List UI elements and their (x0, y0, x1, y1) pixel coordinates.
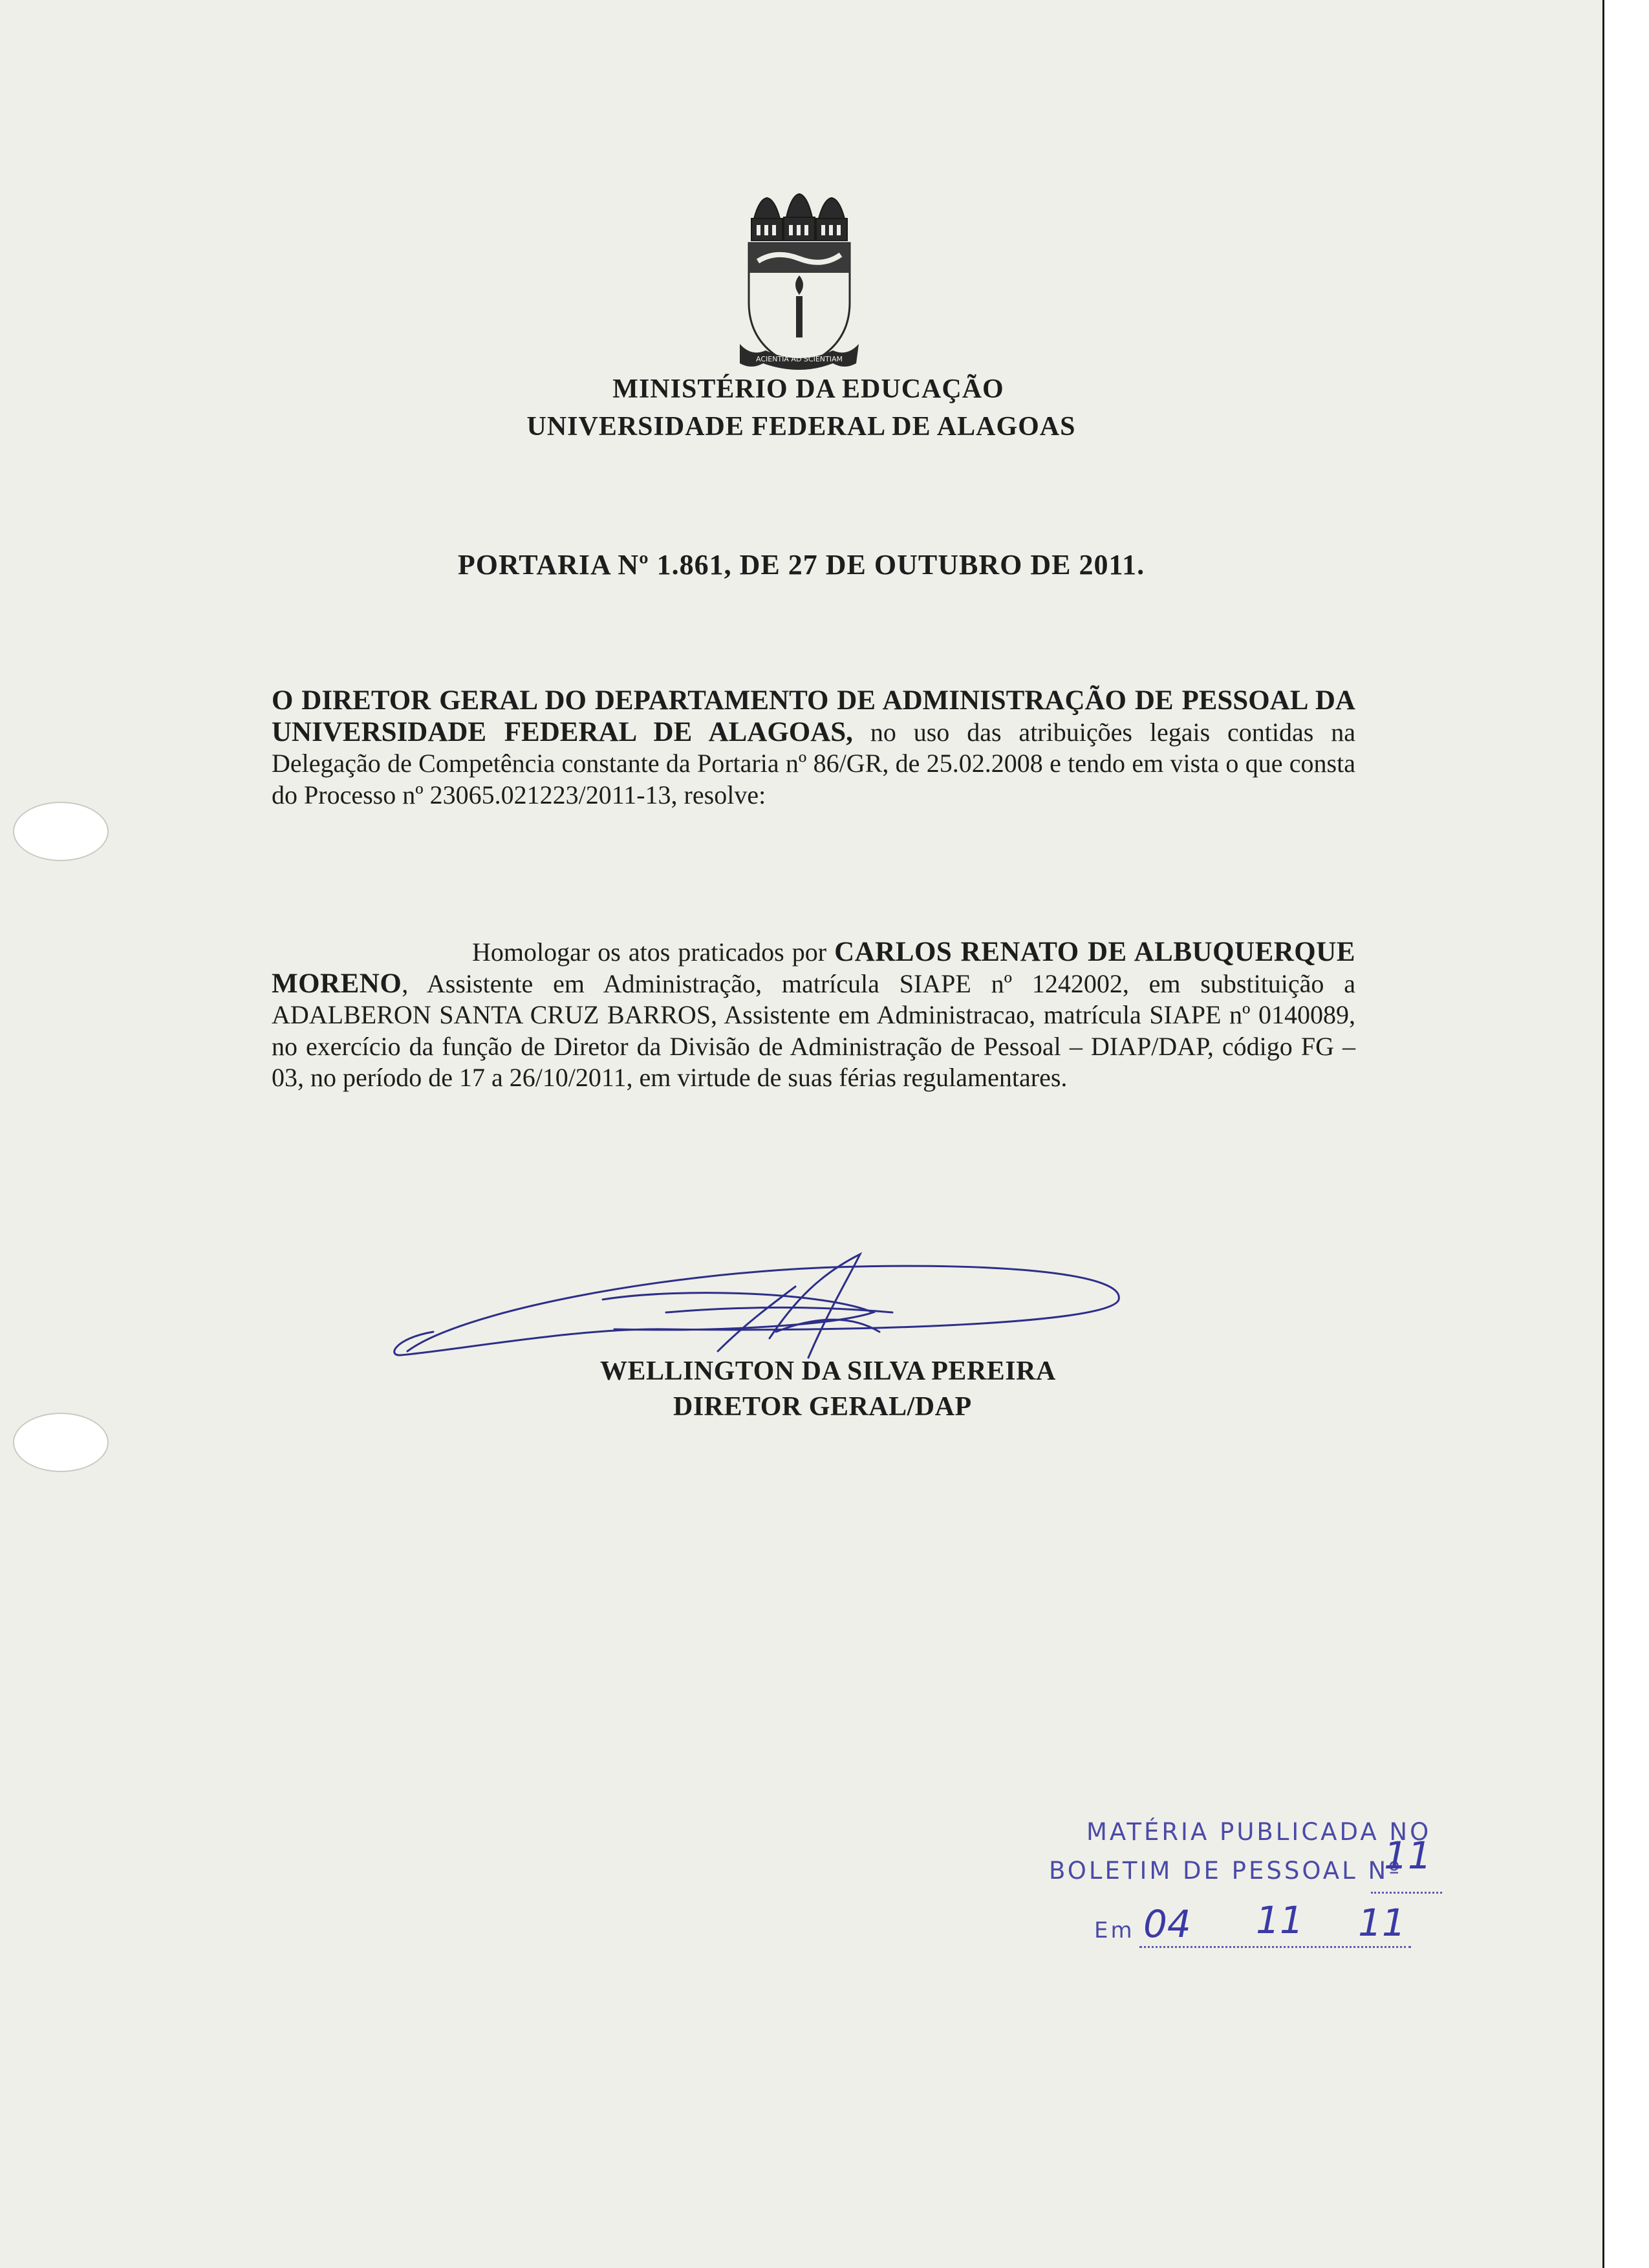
stamp-number-line (1371, 1892, 1442, 1894)
preamble-lead: O DIRETOR GERAL DO DEPARTAMENTO DE ADMINISTRAÇÃO DE PESSOAL DA UNIVERSIDADE FEDERAL DE ALAGOAS, (272, 685, 1355, 747)
ministry-heading: MINISTÉRIO DA EDUCAÇÃO (612, 374, 1004, 404)
stamp-date-line (1139, 1946, 1411, 1948)
stamp-line-published: MATÉRIA PUBLICADA NO (1086, 1818, 1432, 1846)
resolution-text: , Assistente em Administração, matrícula SIAPE nº 1242002, em substituição a ADALBERON SANTA CRUZ BARROS, Assistente em Administracao, matrícula SIAPE nº 0140089, no exercício da função de Diretor da Divisão de Administração de Pessoal – DIAP/DAP, código FG – 03, no período de 17 a 26/10/2011, em virtude de suas férias regulamentares. (272, 968, 1355, 1092)
signatory-name: WELLINGTON DA SILVA PEREIRA (600, 1356, 1056, 1386)
stamp-day-handwritten: 04 (1143, 1902, 1191, 1946)
resolution-intro: Homologar os atos praticados por (472, 937, 835, 967)
stamp-line-date-prefix: Em (1094, 1918, 1135, 1943)
university-heading: UNIVERSIDADE FEDERAL DE ALAGOAS (526, 412, 1076, 442)
bulletin-number-handwritten: 11 (1384, 1834, 1432, 1878)
resolution-paragraph (272, 937, 1355, 1094)
crest-motto: ACIENTIA AD SCIENTIAM (756, 355, 843, 363)
preamble-paragraph (272, 685, 1355, 811)
stamp-month-handwritten: 11 (1256, 1898, 1304, 1942)
punch-hole-bottom (13, 1413, 109, 1472)
ufal-crest-logo (736, 180, 863, 378)
homologated-name: CARLOS RENATO DE ALBUQUERQUE MORENO (272, 937, 1355, 999)
stamp-line-bulletin: BOLETIM DE PESSOAL Nº (1049, 1857, 1403, 1885)
preamble-text: no uso das atribuições legais contidas na Delegação de Competência constante da Portaria nº 86/GR, de 25.02.2008 e tendo em vista o que consta do Processo nº 23065.021223/2011-13, resolve: (272, 717, 1355, 809)
punch-hole-top (13, 802, 109, 861)
signatory-role: DIRETOR GERAL/DAP (673, 1392, 972, 1422)
stamp-year-handwritten: 11 (1358, 1901, 1406, 1945)
portaria-title: PORTARIA Nº 1.861, DE 27 DE OUTUBRO DE 2011. (457, 549, 1145, 581)
scan-edge (1602, 0, 1649, 2268)
